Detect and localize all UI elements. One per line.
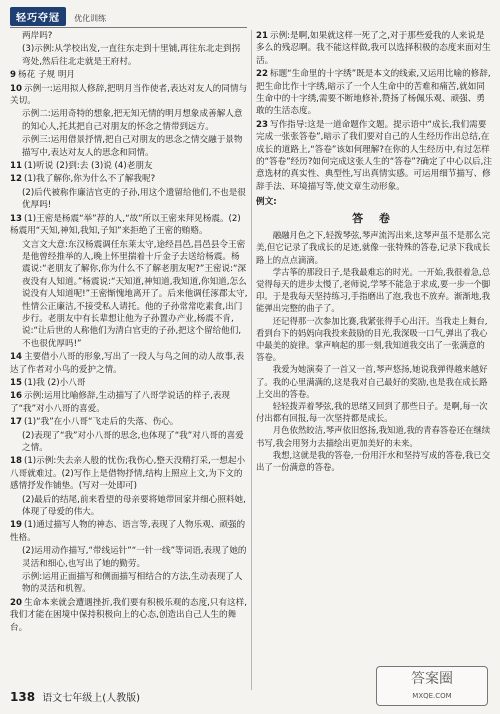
essay-paragraph: 我爱为她演奏了一首又一首,琴声悠扬,她说我弹得越来越好了。我的心里满满的,这是我对自己最好的奖励,也是我在成长路上交出的答卷。: [256, 364, 488, 399]
answer-number: 23: [256, 119, 268, 130]
page-header: [10, 6, 250, 28]
answer-item: [10, 545, 248, 570]
answer-text: (3)示例:从学校出发,一直往东走到十里铺,再往东北走到拐弯处,然后往北走就是王府村。: [22, 44, 241, 67]
answer-text: 两岸吗?: [22, 31, 53, 41]
answer-text: (1)“我”在小八哥“飞走后的失落、伤心。: [23, 417, 179, 428]
answer-item: [256, 68, 492, 118]
answer-number: 16: [10, 391, 22, 402]
answer-item: [10, 571, 248, 596]
answer-text: (1)我 (2)小八哥: [23, 377, 86, 388]
answer-text: 示例三:运用借景抒情,把自己对朋友的思念之情交融于景物描写中,表达对友人的思念和同情。: [22, 135, 243, 158]
answer-item: [10, 134, 248, 159]
watermark-stamp: [376, 666, 488, 706]
answer-text: (1)听说 (2)到:去 (3)说 (4)老朋友: [23, 161, 153, 172]
answer-text: 标题“生命里的十字绣”既是本文的线索,又运用比喻的修辞,把生命比作十字绣,暗示了一个人生命中的苦难和痛苦,就如同生命中的十字绣,需要不断地修补,赞扬了杨佩乐观、顽强、勇敢的生活态度。: [256, 69, 491, 117]
answer-text: 示例二:运用奇特的想象,把无知无情的明月想象成善解人意的知心人,托其把自己对朋友的怀念之情带到远方。: [22, 109, 243, 132]
answer-number: 11: [10, 161, 22, 172]
header-subtitle: 优化训练: [74, 14, 107, 23]
answer-item: [10, 239, 248, 351]
page-footer: [10, 689, 140, 704]
answer-text: 文言文大意:东汉杨震调任东莱太守,途经昌邑,昌邑县令王密是他曾经推举的人,晚上怀里揣着十斤金子去送给杨震。杨震说:“老朋友了解你,你为什么不了解老朋友呢?”王密说:“深夜没有人知道。”杨震说:“天知道,神知道,我知道,你知道,怎么说没有人知道呢!”王密惭愧地离开了。后来他调任涿郡太守,性情公正廉洁,不接受私人请托。他的子孙常常吃素食,出门步行。老朋友中有长辈想让他为子孙置办产业,杨震不肯,说:“让后世的人称他们为清白官吏的子孙,把这个留给他们,不也很优厚吗!”: [22, 239, 248, 349]
answer-text: 杨花 子规 明月: [17, 70, 76, 81]
answer-text: (2)表现了“我”对小八哥的思念,也体现了“我”对八哥的喜爱之情。: [22, 430, 244, 453]
answer-number: 10: [10, 83, 22, 94]
answer-text: 主要借小八哥的形象,写出了一段人与鸟之间的动人故事,表达了作者对小鸟的爱护之情。: [10, 352, 245, 375]
example-label: 例文:: [256, 197, 277, 208]
watermark-main: 答案圈: [411, 671, 453, 687]
answer-item: [10, 30, 248, 42]
answer-item: [10, 390, 248, 415]
page-number: 138: [10, 690, 36, 704]
left-column: [10, 30, 248, 635]
answer-text: (1)王密是杨震“举”荐的人,“故”所以王密来拜见杨震。(2)杨震用“天知,神知,我知,子知”来拒绝了王密的贿赂。: [10, 213, 241, 237]
answer-text: (1)通过描写人物的神态、语言等,表现了人物乐观、顽强的性格。: [10, 520, 246, 543]
answer-number: 22: [256, 69, 268, 80]
footer-book-title: 语文七年级上(人教版): [42, 693, 141, 704]
column-divider: [251, 30, 252, 690]
brand-logo: 轻巧夺冠: [10, 7, 66, 26]
answer-item: [10, 430, 248, 455]
answer-text: (2)运用动作描写,“带线运针”“一针一线”等词语,表现了她的灵活和细心,也写出了她的勤劳。: [22, 546, 247, 569]
answer-number: 21: [256, 31, 268, 41]
answer-number: 17: [10, 417, 22, 428]
answer-item: [10, 69, 248, 81]
answer-text: 示例:是啊,如果就这样一死了之,对于那些爱我的人来说是多么的残忍啊。我不能这样做,我可以选择积极的态度来面对生活。: [256, 31, 491, 66]
answer-item: [10, 83, 248, 108]
answer-number: 19: [10, 520, 22, 531]
answer-item: [10, 43, 248, 68]
answer-item: [10, 108, 248, 133]
answer-item: [10, 519, 248, 544]
answer-number: 20: [10, 597, 22, 608]
essay-paragraph: 融融月色之下,轻拨琴弦,琴声流泻出来,这琴声虽不是那么完美,但它记录了我成长的足迹,就像一张特殊的答卷,记录下我成长路上的点点滴滴。: [256, 230, 491, 265]
essay-paragraph: 月色依然皎洁,琴声依旧悠扬,我知道,我的青春答卷还在继续书写,我会用努力去描绘出更加美好的未来。: [256, 425, 491, 448]
answer-text: 生命本来就会遭遇挫折,我们要有积极乐观的态度,只有这样,我们才能在困境中保持积极向上的心态,创造出自己人生的舞台。: [10, 597, 248, 633]
answer-item: [10, 160, 248, 172]
watermark-sub: MXQE.COM: [412, 692, 452, 700]
answer-text: (1)我了解你,你为什么不了解我呢?: [23, 174, 156, 185]
answer-number: 18: [10, 456, 22, 467]
answer-item: [10, 455, 248, 492]
answer-text: 示例:运用正面描写和侧面描写相结合的方法,生动表现了人物的灵活和机智。: [22, 572, 243, 595]
answer-item: [256, 119, 492, 193]
header-divider: [10, 27, 247, 28]
answer-text: (1)示例:失去亲人般的忧伤;我伤心,整天没精打采,一想起小八哥就难过。(2)写作上是借物抒情,结构上照应上文,为下文的感情抒发作铺垫。(写对一处即可): [10, 456, 246, 492]
answer-text: (2)后代被称作廉洁官吏的子孙,用这个遗留给他们,不也是很优厚吗!: [22, 187, 246, 211]
answer-item: [10, 377, 248, 389]
answer-text: (2)最后的结尾,前来看望的母亲要将她带回家并细心照料她,体现了母爱的伟大。: [22, 494, 246, 518]
answer-item: [10, 351, 248, 376]
essay-paragraph: 轻轻拨弄着琴弦,我的思绪又回到了那些日子。是啊,每一次付出都有回报,每一次坚持都是成长。: [256, 400, 488, 424]
essay-title: 答 卷: [352, 211, 396, 225]
answer-item: [10, 597, 248, 634]
answer-text: 示例一:运用拟人修辞,把明月当作使者,表达对友人的同情与关切。: [10, 83, 248, 107]
answer-number: 9: [10, 70, 16, 81]
answer-number: 13: [10, 213, 22, 224]
essay-paragraph: 学古筝的那段日子,是我最难忘的时光。一开始,我很着急,总觉得每天的进步太慢了,老师说,学琴不能急于求成,要一步一个脚印。于是我每天坚持练习,手指磨出了泡,我也不放弃。渐渐地,我能弹出完整的曲子了。: [256, 266, 491, 314]
essay-paragraph: 还记得那一次参加比赛,我紧张得手心出汗。当我走上舞台,看到台下的妈妈向我投来鼓励的目光,我深吸一口气,弹出了我心中最美的旋律。掌声响起的那一刻,我知道我交出了一张满意的答卷。: [256, 315, 488, 363]
answer-item: [10, 416, 248, 428]
right-column: [256, 30, 492, 473]
answer-item: [10, 494, 248, 519]
answer-text: 示例:运用比喻修辞,生动描写了八哥学说话的样子,表现了“我”对小八哥的喜爱。: [10, 391, 230, 414]
answer-text: 写作指导:这是一道命题作文题。提示语中“成长,我们需要完成一张张答卷”,暗示了我们要对自己的人生经历作出总结,在成长的道路上,“答卷”该如何理解?在你的人生经历中,有过怎样的“答卷”经历?如何完成这张人生的“答卷”?确定了中心以后,注意选材的真实性、典型性,写出真情实感。可运用细节描写、修辞手法、环境描写等,使文章生动形象。: [256, 119, 492, 192]
answer-item: [256, 30, 492, 67]
answer-item: [10, 173, 248, 185]
answer-item: [10, 213, 248, 238]
answer-item: [10, 187, 248, 212]
answer-number: 14: [10, 352, 22, 363]
answer-number: 12: [10, 174, 22, 185]
essay-paragraph: 我想,这就是我的答卷,一份用汗水和坚持写成的答卷,我已交出了一份满意的答卷。: [256, 449, 491, 472]
answer-number: 15: [10, 377, 22, 388]
